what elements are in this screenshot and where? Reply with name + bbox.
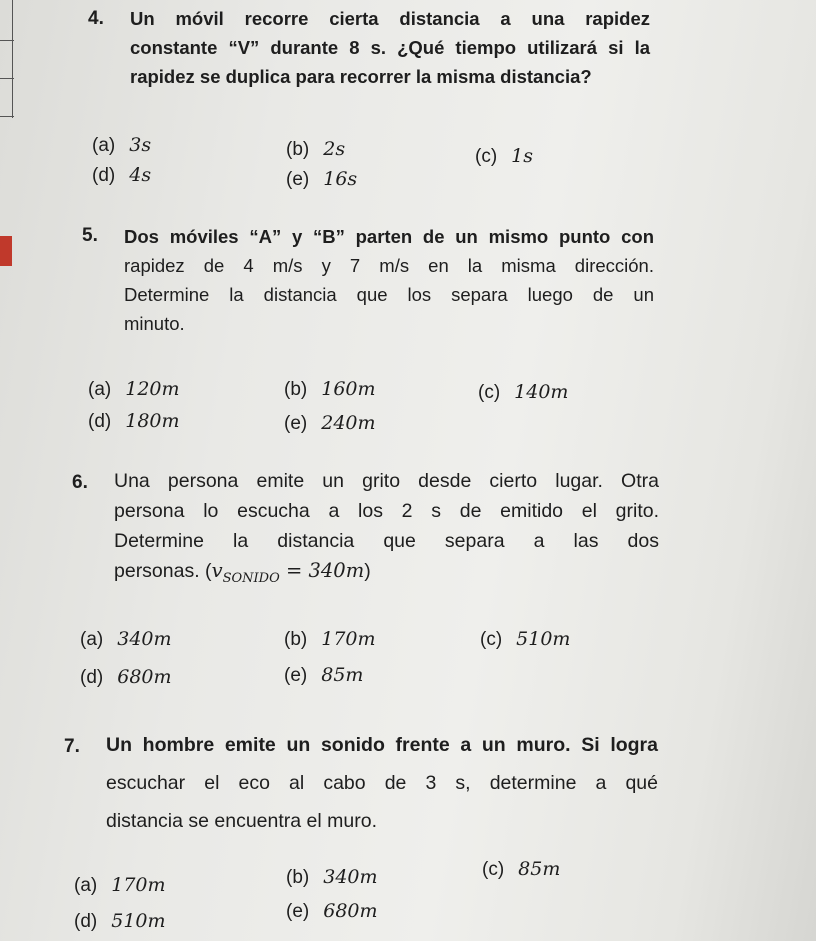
option-value: 180m <box>125 410 180 432</box>
option-e[interactable] <box>286 168 357 191</box>
option-c[interactable] <box>475 145 533 168</box>
formula-variable: v <box>211 559 223 582</box>
problem-statement <box>130 4 650 91</box>
option-label: (e) <box>284 413 308 434</box>
option-b[interactable] <box>284 378 376 401</box>
option-value: 510m <box>516 628 571 650</box>
option-label: (c) <box>475 146 498 167</box>
problem-statement <box>114 466 659 594</box>
statement-text: personas. ( <box>114 560 212 582</box>
page-edge-marks <box>0 0 14 941</box>
statement-line: Un móvil recorre cierta distancia a una rapidez <box>130 8 650 29</box>
option-label: (b) <box>286 867 310 888</box>
option-d[interactable] <box>80 666 172 689</box>
option-c[interactable] <box>480 628 570 651</box>
option-b[interactable] <box>284 628 376 651</box>
option-label: (b) <box>284 629 308 650</box>
statement-line: Determine la distancia que separa a las dos <box>114 530 659 552</box>
statement-line: Una persona emite un grito desde cierto lugar. Otra <box>114 470 659 492</box>
formula-value: = 340m <box>279 559 365 582</box>
statement-line: Determine la distancia que los separa luego de un <box>124 284 654 305</box>
statement-line-formula <box>114 556 659 594</box>
option-a[interactable] <box>92 134 151 157</box>
edge-line <box>12 0 13 118</box>
option-label: (e) <box>286 901 310 922</box>
option-label: (d) <box>92 165 116 186</box>
option-d[interactable] <box>88 410 180 433</box>
statement-line: rapidez de 4 m/s y 7 m/s en la misma dirección. <box>124 255 654 276</box>
statement-line: constante “V” durante 8 s. ¿Qué tiempo utilizará si la <box>130 37 650 58</box>
option-d[interactable] <box>92 164 151 187</box>
option-label: (a) <box>80 629 104 650</box>
option-value: 680m <box>323 900 378 922</box>
option-value: 170m <box>111 874 166 896</box>
option-b[interactable] <box>286 138 345 161</box>
problem-statement <box>106 726 658 840</box>
option-label: (c) <box>478 382 501 403</box>
option-value: 510m <box>111 910 166 932</box>
option-value: 85m <box>518 858 561 880</box>
option-e[interactable] <box>284 412 376 435</box>
problem-number: 6. <box>72 472 88 493</box>
option-value: 170m <box>321 628 376 650</box>
option-label: (d) <box>74 911 98 932</box>
option-e[interactable] <box>286 900 378 923</box>
option-value: 2s <box>323 138 346 160</box>
option-d[interactable] <box>74 910 166 933</box>
option-value: 240m <box>321 412 376 434</box>
option-value: 340m <box>117 628 172 650</box>
option-label: (a) <box>74 875 98 896</box>
option-label: (c) <box>480 629 503 650</box>
option-label: (b) <box>286 139 310 160</box>
problem-number: 4. <box>88 8 104 29</box>
option-label: (a) <box>92 135 116 156</box>
option-value: 680m <box>117 666 172 688</box>
option-b[interactable] <box>286 866 378 889</box>
option-value: 340m <box>323 866 378 888</box>
statement-line: Un hombre emite un sonido frente a un muro. Si logra <box>106 734 658 756</box>
problem-number: 5. <box>82 225 98 246</box>
velocity-formula <box>211 559 365 586</box>
formula-subscript: SONIDO <box>222 570 280 586</box>
option-c[interactable] <box>478 381 568 404</box>
option-label: (d) <box>88 411 112 432</box>
statement-line: persona lo escucha a los 2 s de emitido el grito. <box>114 500 659 522</box>
problem-number: 7. <box>64 736 80 757</box>
option-value: 85m <box>321 664 364 686</box>
red-tab-mark <box>0 236 12 266</box>
option-value: 16s <box>323 168 358 190</box>
option-label: (a) <box>88 379 112 400</box>
option-label: (e) <box>286 169 310 190</box>
option-label: (e) <box>284 665 308 686</box>
problem-statement <box>124 222 654 338</box>
option-c[interactable] <box>482 858 560 881</box>
option-a[interactable] <box>74 874 166 897</box>
statement-line: escuchar el eco al cabo de 3 s, determine a qué <box>106 772 658 794</box>
statement-line: rapidez se duplica para recorrer la misma distancia? <box>130 66 592 87</box>
option-a[interactable] <box>88 378 180 401</box>
option-label: (b) <box>284 379 308 400</box>
option-e[interactable] <box>284 664 363 687</box>
statement-text: ) <box>364 560 371 582</box>
option-label: (d) <box>80 667 104 688</box>
statement-line: distancia se encuentra el muro. <box>106 810 377 832</box>
option-value: 3s <box>129 134 152 156</box>
option-value: 160m <box>321 378 376 400</box>
option-value: 120m <box>125 378 180 400</box>
option-value: 1s <box>511 145 533 167</box>
statement-line: Dos móviles “A” y “B” parten de un mismo punto con <box>124 226 654 247</box>
statement-line: minuto. <box>124 313 185 334</box>
option-value: 4s <box>129 164 152 186</box>
option-label: (c) <box>482 859 505 880</box>
option-value: 140m <box>514 381 569 403</box>
option-a[interactable] <box>80 628 172 651</box>
